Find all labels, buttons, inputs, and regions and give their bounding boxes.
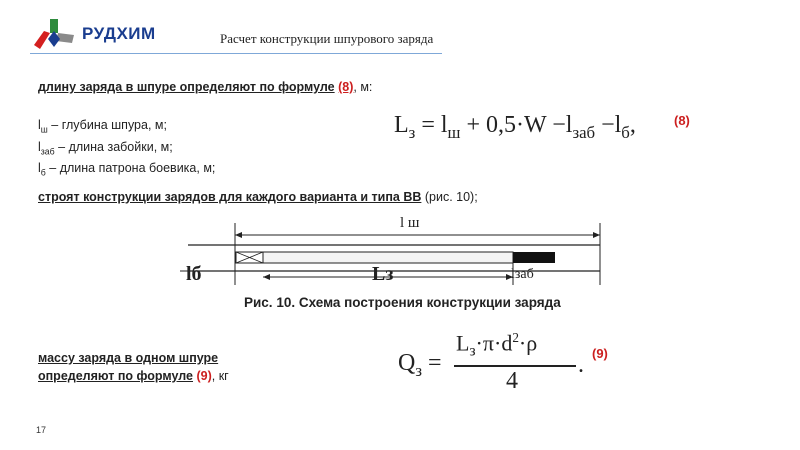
formula9-fraction-bar xyxy=(454,365,576,367)
formula8-term4: l xyxy=(614,112,622,138)
formula9-exp: 2 xyxy=(512,330,519,345)
section3-line1-text: массу заряда в одном шпуре xyxy=(38,351,219,365)
formula8-term3: l xyxy=(565,112,573,138)
formula8-ref: (8) xyxy=(338,80,354,94)
formula9-d: d xyxy=(501,330,513,356)
formula8-dot: · xyxy=(516,112,525,138)
formula9-period: . xyxy=(578,352,584,378)
formula8-term1: l xyxy=(440,112,448,138)
definition-item xyxy=(38,139,215,161)
formula9-pi: π xyxy=(482,330,494,356)
definition-text: – длина забойки, м; xyxy=(54,139,173,154)
formula8-term4-sub: б xyxy=(621,122,630,142)
definition-symbol: l xyxy=(38,118,41,132)
section3-line2 xyxy=(38,369,229,383)
section1-heading-text: длину заряда в шпуре определяют по формуле xyxy=(38,80,335,94)
section2-heading xyxy=(38,190,478,204)
formula-8 xyxy=(394,112,636,143)
formula9-lhs-sub: з xyxy=(415,360,422,380)
formula8-term3-sub: заб xyxy=(572,122,596,142)
formula9-rho: ρ xyxy=(526,330,538,356)
header-divider xyxy=(30,53,442,54)
formula8-eq: = xyxy=(421,112,435,138)
arrow-left-icon xyxy=(263,274,270,280)
section1-heading xyxy=(38,80,372,94)
diagram-label-stemming: lзаб xyxy=(511,267,534,282)
formula9-lhs: Q xyxy=(398,350,416,376)
stemming-plug xyxy=(513,252,555,263)
diagram-label-primer: lб xyxy=(186,263,202,285)
arrow-left-icon xyxy=(235,232,242,238)
page-title: Расчет конструкции шпурового заряда xyxy=(220,31,434,46)
figure-caption: Рис. 10. Схема построения конструкции заряда xyxy=(244,295,561,310)
formula9-eq: = xyxy=(427,350,442,376)
formula8-plus: + xyxy=(466,112,481,138)
page-number: 17 xyxy=(36,425,47,435)
formula8-W: W xyxy=(524,112,547,138)
formula8-coef: 0,5 xyxy=(486,112,517,138)
formula8-comma: , xyxy=(629,112,636,138)
definition-symbol: l xyxy=(38,161,41,175)
formula9-dot1: · xyxy=(475,330,483,356)
definition-symbol: l xyxy=(38,139,41,154)
section3-line1 xyxy=(38,351,218,365)
company-logo-icon xyxy=(30,15,78,53)
formula8-lhs-sub: з xyxy=(408,122,416,142)
explosive-charge xyxy=(263,252,513,263)
formula9-dot2: · xyxy=(493,330,502,356)
formula9-numerator xyxy=(456,330,537,361)
section2-suffix: (рис. 10); xyxy=(421,190,478,204)
formula9-num-L-sub: з xyxy=(469,342,476,360)
formula9-label: (9) xyxy=(592,346,608,361)
section3-unit: , кг xyxy=(211,369,229,383)
formula9-denominator: 4 xyxy=(506,368,518,394)
formula8-label: (8) xyxy=(674,113,690,128)
definition-item xyxy=(38,117,215,139)
brand-name: РУДХИМ xyxy=(82,24,156,43)
section1-unit: , м: xyxy=(353,80,373,94)
formula9-lhs-group xyxy=(398,350,442,381)
formula9-dot3: · xyxy=(518,330,527,356)
formula8-term1-sub: ш xyxy=(447,122,461,142)
formula-9 xyxy=(398,330,588,400)
definition-text: – глубина шпура, м; xyxy=(47,118,167,132)
definition-subscript: ш xyxy=(40,124,48,135)
formula9-num-L: L xyxy=(456,330,470,356)
section2-heading-text: строят конструкции зарядов для каждого варианта и типа ВВ xyxy=(38,190,422,204)
definition-subscript: заб xyxy=(40,146,55,156)
charge-diagram xyxy=(180,215,610,295)
arrow-right-icon xyxy=(593,232,600,238)
definition-subscript: б xyxy=(40,167,46,178)
formula8-minus1: − xyxy=(552,112,566,138)
definition-text: – длина патрона боевика, м; xyxy=(45,161,216,175)
formula8-lhs: L xyxy=(394,112,409,138)
definition-item xyxy=(38,160,215,182)
diagram-label-depth: l ш xyxy=(400,215,420,231)
definitions-list xyxy=(38,117,215,182)
section3-line2-text: определяют по формуле xyxy=(38,369,193,383)
diagram-label-charge: Lз xyxy=(372,263,394,285)
formula8-minus2: − xyxy=(601,112,615,138)
formula9-ref: (9) xyxy=(196,369,212,383)
